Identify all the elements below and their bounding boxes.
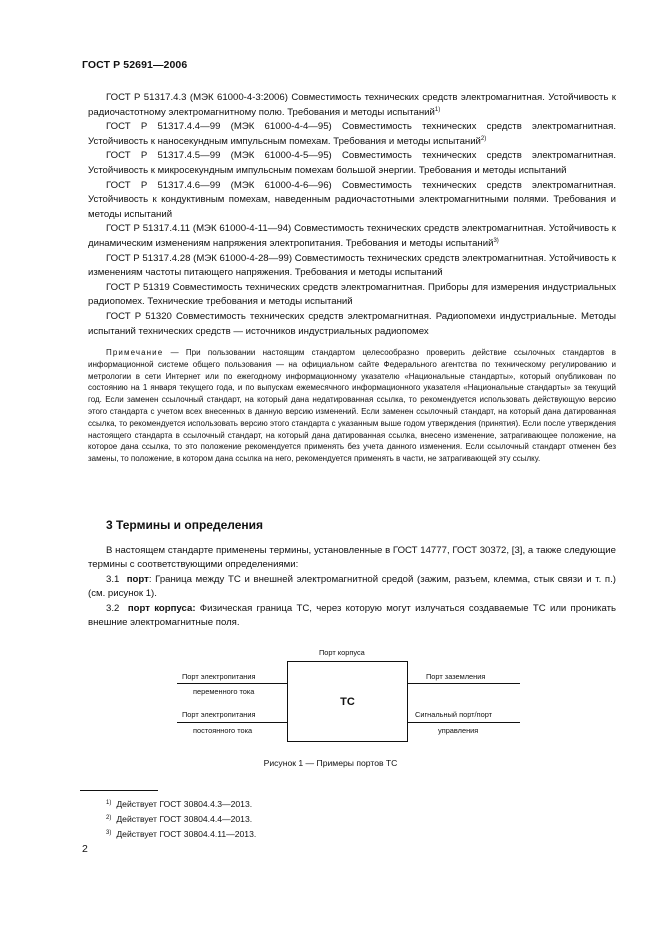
figure-box-label: ТС <box>340 696 355 708</box>
document-header: ГОСТ Р 52691—2006 <box>82 59 188 71</box>
figure-ports-diagram <box>180 645 524 745</box>
reference-item: ГОСТ Р 51317.4.28 (МЭК 61000-4-28—99) Совместимость технических средств электромагнитная. Устойчивость к изменениям частоты питающего напряжения. Требования и методы испытаний <box>88 252 616 279</box>
section-intro: В настоящем стандарте применены термины, установленные в ГОСТ 14777, ГОСТ 30372, [3], а также следующие термины с соответствующими определениями: <box>88 545 616 571</box>
figure-line-ground <box>408 683 520 684</box>
figure-line-ac <box>177 683 287 684</box>
section-title: 3 Термины и определения <box>106 518 264 532</box>
footnote-item: $^{2)}$ Действует ГОСТ 30804.4.4—2013. <box>106 814 253 824</box>
figure-label-ac-port-line1: Порт электропитания <box>182 672 256 681</box>
figure-label-ac-port-line2: переменного тока <box>193 687 255 696</box>
figure-label-dc-port-line1: Порт электропитания <box>182 710 256 719</box>
terms-block <box>88 544 616 630</box>
figure-label-ground-port: Порт заземления <box>426 672 486 681</box>
footnotes <box>106 797 256 842</box>
reference-item: ГОСТ Р 51317.4.4—99 (МЭК 61000-4-4—95) Совместимость технических средств электромагнитная. Устойчивость к наносекундным импульсным помехам. Требования и методы испытаний$^{2)}$ <box>88 121 616 147</box>
footnote-divider <box>80 790 158 791</box>
figure-label-dc-port-line2: постоянного тока <box>193 726 253 735</box>
references-list <box>88 91 616 465</box>
term-definition: 3.2 порт корпуса: Физическая граница ТС, через которую могут излучаться создаваемые ТС или проникать внешние электромагнитные поля. <box>88 602 617 629</box>
figure-label-signal-port-line1: Сигнальный порт/порт <box>415 710 493 719</box>
term-definition: 3.1 порт: Граница между ТС и внешней электромагнитной средой (зажим, разъем, клемма, стык связи и т. п.) (см. рисунок 1). <box>88 573 616 600</box>
figure-device-box <box>287 661 408 742</box>
figure-line-dc <box>177 722 287 723</box>
figure-label-signal-port-line2: управления <box>438 726 479 735</box>
footnote-item: $^{1)}$ Действует ГОСТ 30804.4.3—2013. <box>106 799 253 809</box>
reference-item: ГОСТ Р 51317.4.5—99 (МЭК 61000-4-5—95) Совместимость технических средств электромагнитная. Устойчивость к микросекундным импульсным помехам большой энергии. Требования и методы испытаний <box>88 150 616 176</box>
reference-item: ГОСТ Р 51320 Совместимость технических средств электромагнитная. Радиопомехи индустриальные. Методы испытаний технических средств — источников индустриальных радиопомех <box>88 310 616 337</box>
note-label: Примечание <box>106 348 164 358</box>
figure-caption: Рисунок 1 — Примеры портов ТС <box>263 758 398 768</box>
figure-line-signal <box>408 722 520 723</box>
note-text: — При пользовании настоящим стандартом целесообразно проверить действие ссылочных стандартов в информационной системе общего пользования — на официальном сайте Федерального агентства по техническому регулированию и метрологии в сети Интернет или по ежегодному информационному указателю «Национальные стандарты», который опубликован по состоянию на 1 января текущего года, и по выпускам ежемесячного информационного указателя «Национальные стандарты» за текущий год. Если заменен ссылочный стандарт, на который дана недатированная ссылка, то рекомендуется использовать действующую версию этого стандарта с учетом всех внесенных в данную версию изменений. Если заменен ссылочный стандарт, на который дана датированная ссылка, то рекомендуется использовать версию этого стандарта с указанным выше годом утверждения (принятия). Если после утверждения настоящего стандарта в ссылочный стандарт, на который дана датированная ссылка, внесено изменение, затрагивающее положение, на которое дана ссылка, то это положение рекомендуется применять без учета данного изменения. Если ссылочный стандарт отменен без замены, то положение, в котором дана ссылка на него, рекомендуется применять в части, не затрагивающей эту ссылку. <box>88 348 616 464</box>
reference-item: ГОСТ Р 51319 Совместимость технических средств электромагнитная. Приборы для измерения индустриальных радиопомех. Технические требования и методы испытаний <box>88 281 616 308</box>
footnote-item: $^{3)}$ Действует ГОСТ 30804.4.11—2013. <box>106 829 257 839</box>
reference-item: ГОСТ Р 51317.4.11 (МЭК 61000-4-11—94) Совместимость технических средств электромагнитная. Устойчивость к динамическим изменениям напряжения электропитания. Требования и методы испытаний$^{3)}$ <box>88 223 616 249</box>
page-number: 2 <box>82 843 88 855</box>
reference-item: ГОСТ Р 51317.4.6—99 (МЭК 61000-4-6—96) Совместимость технических средств электромагнитная. Устойчивость к кондуктивным помехам, наведенным радиочастотными электромагнитными полями. Требования и методы испытаний <box>88 179 616 220</box>
figure-label-enclosure-port: Порт корпуса <box>319 648 365 657</box>
note-paragraph <box>88 347 616 465</box>
reference-item: ГОСТ Р 51317.4.3 (МЭК 61000-4-3:2006) Совместимость технических средств электромагнитная. Устойчивость к радиочастотному электромагнитному полю. Требования и методы испытаний$^{1)}$ <box>88 92 616 118</box>
